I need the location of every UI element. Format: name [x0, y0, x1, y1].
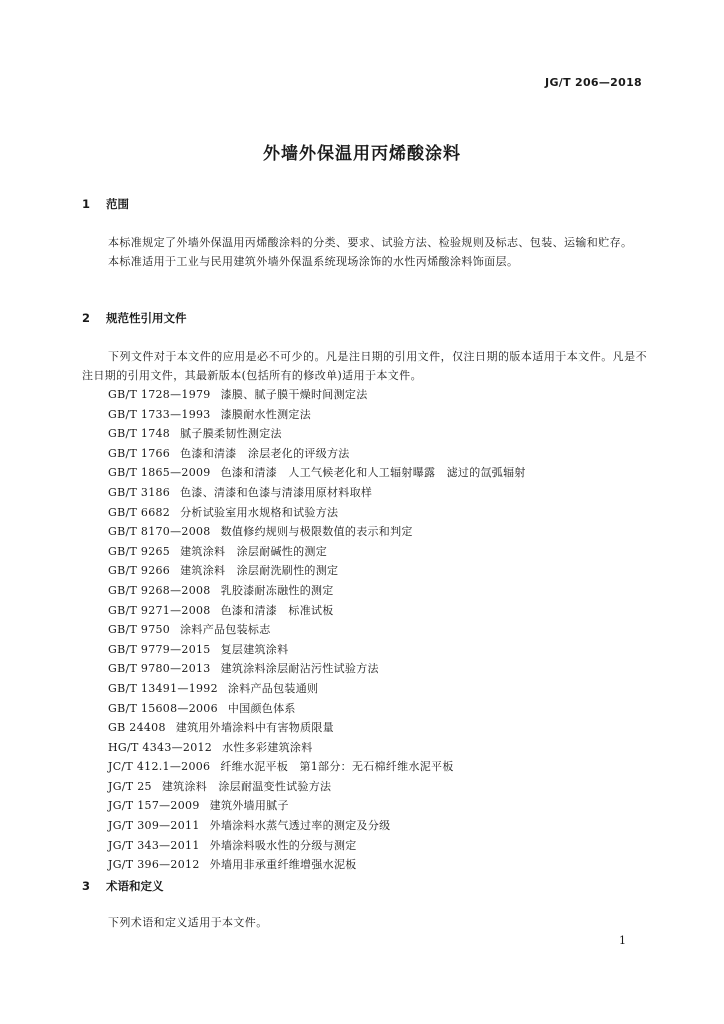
- paragraph: 本标准规定了外墙外保温用丙烯酸涂料的分类、要求、试验方法、检验规则及标志、包装、运输和贮存。: [108, 236, 633, 249]
- reference-item: [108, 503, 647, 523]
- section-title: 术语和定义: [106, 879, 164, 893]
- reference-item: [108, 581, 647, 601]
- reference-item: [108, 522, 647, 542]
- reference-code: GB/T 13491—1992: [108, 681, 218, 695]
- reference-code: GB/T 9780—2013: [108, 662, 211, 676]
- reference-item: [108, 483, 647, 503]
- reference-code: GB/T 15608—2006: [108, 701, 218, 715]
- reference-code: GB/T 1728—1979: [108, 388, 211, 401]
- reference-item: [108, 561, 647, 581]
- reference-item: [108, 718, 647, 738]
- reference-item: [108, 601, 647, 621]
- reference-code: GB/T 1865—2009: [108, 466, 211, 480]
- section-number: 3: [82, 879, 91, 893]
- reference-title: 外墙用非承重纤维增强水泥板: [209, 858, 357, 872]
- section-number: 2: [82, 311, 91, 325]
- reference-title: 色漆、清漆和色漆与清漆用原材料取样: [180, 485, 373, 499]
- reference-item: [108, 738, 647, 758]
- reference-item: [108, 757, 647, 777]
- paragraph: 下列术语和定义适用于本文件。: [108, 916, 268, 929]
- reference-code: GB 24408: [108, 721, 166, 735]
- reference-code: GB/T 1748: [108, 427, 171, 441]
- reference-code: GB/T 9266: [108, 564, 171, 578]
- reference-code: GB/T 9265: [108, 544, 171, 558]
- reference-code: GB/T 9271—2008: [108, 603, 211, 617]
- section-scope: [82, 196, 647, 271]
- reference-code: GB/T 9779—2015: [108, 642, 211, 656]
- reference-title: 建筑外墙用腻子: [209, 799, 289, 813]
- standard-code: JG/T 206—2018: [545, 76, 642, 89]
- reference-code: GB/T 6682: [108, 505, 171, 519]
- reference-title: 色漆和清漆 标准试板: [220, 603, 334, 617]
- reference-code: JG/T 157—2009: [108, 799, 200, 813]
- reference-title: 建筑涂料涂层耐沾污性试验方法: [220, 662, 379, 676]
- reference-item: [108, 699, 647, 719]
- reference-code: GB/T 1766: [108, 446, 171, 460]
- reference-code: GB/T 8170—2008: [108, 525, 211, 539]
- reference-item: [108, 659, 647, 679]
- paragraph: 本标准适用于工业与民用建筑外墙外保温系统现场涂饰的水性丙烯酸涂料饰面层。: [108, 254, 519, 268]
- section-title: 范围: [106, 197, 129, 211]
- reference-title: 建筑涂料 涂层耐碱性的测定: [180, 544, 328, 558]
- reference-title: 建筑用外墙涂料中有害物质限量: [175, 721, 334, 735]
- reference-code: GB/T 9750: [108, 623, 171, 637]
- reference-title: 外墙涂料水蒸气透过率的测定及分级: [209, 819, 391, 833]
- section-normative-references: [82, 310, 647, 875]
- section-title: 规范性引用文件: [106, 311, 187, 325]
- reference-code: GB/T 3186: [108, 485, 171, 499]
- reference-code: HG/T 4343—2012: [108, 740, 213, 754]
- reference-code: JG/T 343—2011: [108, 838, 200, 852]
- reference-title: 色漆和清漆 人工气候老化和人工辐射曝露 滤过的氙弧辐射: [220, 466, 526, 480]
- reference-title: 纤维水泥平板 第1部分：无石棉纤维水泥平板: [220, 760, 454, 774]
- reference-item: [108, 796, 647, 816]
- reference-title: 建筑涂料 涂层耐洗刷性的测定: [180, 564, 339, 578]
- page-number: 1: [619, 934, 626, 947]
- reference-item: [108, 444, 647, 464]
- reference-title: 乳胶漆耐冻融性的测定: [220, 583, 334, 597]
- document-title: 外墙外保温用丙烯酸涂料: [263, 144, 461, 164]
- reference-item: [108, 424, 647, 444]
- reference-item: [108, 679, 647, 699]
- reference-item: [108, 855, 647, 875]
- reference-item: [108, 816, 647, 836]
- section-heading: [82, 196, 647, 212]
- reference-code: JC/T 412.1—2006: [108, 760, 211, 774]
- section-terms-definitions: [82, 878, 647, 933]
- reference-item: [108, 405, 647, 425]
- reference-code: GB/T 1733—1993: [108, 407, 211, 421]
- reference-title: 水性多彩建筑涂料: [222, 740, 313, 754]
- reference-title: 分析试验室用水规格和试验方法: [180, 505, 339, 519]
- reference-code: GB/T 9268—2008: [108, 583, 211, 597]
- reference-title: 中国颜色体系: [227, 701, 296, 715]
- reference-list: [82, 385, 647, 875]
- reference-title: 涂料产品包装标志: [180, 623, 271, 637]
- reference-item: [108, 620, 647, 640]
- reference-title: 漆膜、腻子膜干燥时间测定法: [220, 388, 368, 401]
- reference-code: JG/T 396—2012: [108, 858, 200, 872]
- reference-item: [108, 777, 647, 797]
- reference-item: [108, 542, 647, 562]
- reference-title: 漆膜耐水性测定法: [220, 407, 312, 421]
- reference-title: 数值修约规则与极限数值的表示和判定: [220, 525, 413, 539]
- reference-title: 腻子膜柔韧性测定法: [180, 427, 282, 441]
- reference-title: 外墙涂料吸水性的分级与测定: [209, 838, 357, 852]
- reference-title: 复层建筑涂料: [220, 642, 289, 656]
- reference-code: JG/T 309—2011: [108, 819, 200, 833]
- section-heading: [82, 878, 647, 894]
- section-heading: [82, 310, 647, 326]
- reference-item: [108, 836, 647, 856]
- reference-title: 涂料产品包装通则: [227, 681, 319, 695]
- section-number: 1: [82, 197, 91, 211]
- reference-item: [108, 640, 647, 660]
- reference-code: JG/T 25: [108, 779, 152, 793]
- reference-title: 建筑涂料 涂层耐温变性试验方法: [161, 779, 332, 793]
- reference-title: 色漆和清漆 涂层老化的评级方法: [180, 446, 350, 460]
- reference-item: [108, 463, 647, 483]
- reference-item: [108, 385, 647, 405]
- paragraph-intro: 下列文件对于本文件的应用是必不可少的。凡是注日期的引用文件，仅注日期的版本适用于本文件。凡是不注日期的引用文件，其最新版本(包括所有的修改单)适用于本文件。: [82, 350, 647, 382]
